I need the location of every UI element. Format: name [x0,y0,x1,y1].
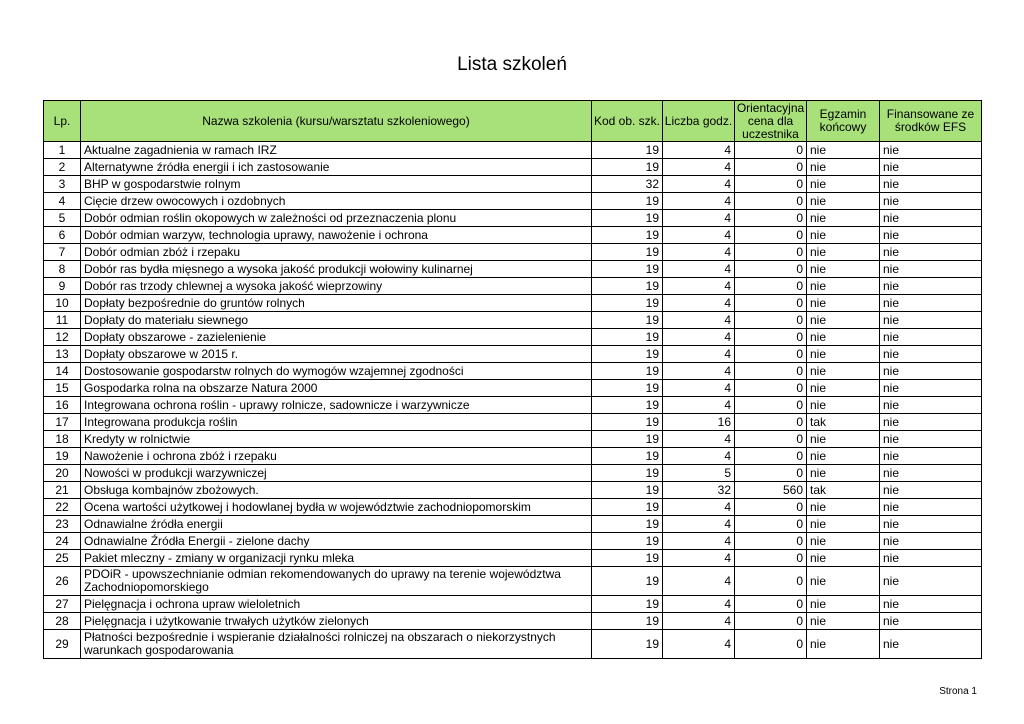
cell-lp: 28 [44,613,81,630]
table-row [44,431,982,448]
cell-efs: nie [880,482,982,499]
cell-price: 0 [735,176,807,193]
cell-course-name: Obsługa kombajnów zbożowych. [81,482,592,499]
cell-efs: nie [880,499,982,516]
cell-lp: 15 [44,380,81,397]
cell-hours: 4 [663,329,735,346]
cell-hours: 4 [663,567,735,596]
cell-hours: 4 [663,210,735,227]
cell-exam: nie [807,210,880,227]
cell-price: 0 [735,431,807,448]
cell-hours: 4 [663,142,735,159]
cell-course-name: Integrowana ochrona roślin - uprawy rolnicze, sadownicze i warzywnicze [81,397,592,414]
cell-efs: nie [880,567,982,596]
cell-efs: nie [880,329,982,346]
cell-exam: nie [807,431,880,448]
cell-code: 19 [592,278,663,295]
cell-efs: nie [880,278,982,295]
cell-exam: nie [807,613,880,630]
cell-lp: 23 [44,516,81,533]
cell-hours: 4 [663,613,735,630]
cell-price: 0 [735,414,807,431]
cell-exam: nie [807,465,880,482]
cell-lp: 11 [44,312,81,329]
cell-course-name: Odnawialne Źródła Energii - zielone dachy [81,533,592,550]
cell-price: 0 [735,363,807,380]
table-row [44,613,982,630]
cell-course-name: Pakiet mleczny - zmiany w organizacji rynku mleka [81,550,592,567]
cell-efs: nie [880,193,982,210]
cell-price: 0 [735,567,807,596]
cell-efs: nie [880,176,982,193]
cell-code: 19 [592,550,663,567]
cell-efs: nie [880,295,982,312]
table-row [44,533,982,550]
cell-code: 19 [592,516,663,533]
table-row [44,482,982,499]
cell-exam: nie [807,499,880,516]
cell-efs: nie [880,346,982,363]
cell-efs: nie [880,312,982,329]
cell-hours: 4 [663,295,735,312]
cell-course-name: Dopłaty obszarowe - zazielenienie [81,329,592,346]
cell-price: 0 [735,261,807,278]
cell-code: 19 [592,346,663,363]
cell-lp: 29 [44,630,81,659]
cell-lp: 16 [44,397,81,414]
cell-hours: 4 [663,630,735,659]
table-row [44,596,982,613]
cell-hours: 4 [663,397,735,414]
cell-code: 19 [592,499,663,516]
cell-code: 19 [592,596,663,613]
cell-lp: 24 [44,533,81,550]
cell-exam: nie [807,312,880,329]
cell-course-name: Integrowana produkcja roślin [81,414,592,431]
cell-lp: 18 [44,431,81,448]
table-body [44,142,982,659]
cell-exam: nie [807,159,880,176]
cell-course-name: Dopłaty do materiału siewnego [81,312,592,329]
cell-hours: 4 [663,244,735,261]
cell-lp: 27 [44,596,81,613]
cell-course-name: Nawożenie i ochrona zbóż i rzepaku [81,448,592,465]
cell-exam: nie [807,278,880,295]
cell-lp: 6 [44,227,81,244]
page-title: Lista szkoleń [457,54,567,75]
cell-lp: 21 [44,482,81,499]
table-row [44,630,982,659]
cell-lp: 1 [44,142,81,159]
cell-efs: nie [880,142,982,159]
cell-code: 19 [592,312,663,329]
cell-code: 19 [592,261,663,278]
table-row [44,210,982,227]
cell-course-name: Alternatywne źródła energii i ich zastosowanie [81,159,592,176]
header-lp: Lp. [44,101,81,142]
header-price: Orientacyjna cena dla uczestnika [735,101,807,142]
cell-course-name: Pielęgnacja i użytkowanie trwałych użytków zielonych [81,613,592,630]
cell-code: 32 [592,176,663,193]
cell-hours: 4 [663,448,735,465]
cell-course-name: Cięcie drzew owocowych i ozdobnych [81,193,592,210]
cell-lp: 25 [44,550,81,567]
table-row [44,567,982,596]
table-row [44,397,982,414]
cell-code: 19 [592,482,663,499]
table-row [44,261,982,278]
cell-exam: nie [807,448,880,465]
cell-price: 0 [735,193,807,210]
cell-efs: nie [880,448,982,465]
cell-efs: nie [880,613,982,630]
cell-hours: 4 [663,159,735,176]
cell-hours: 4 [663,261,735,278]
cell-course-name: Kredyty w rolnictwie [81,431,592,448]
cell-course-name: Płatności bezpośrednie i wspieranie działalności rolniczej na obszarach o niekorzystnych warunkach gospodarowania [81,630,592,659]
cell-hours: 4 [663,346,735,363]
cell-price: 0 [735,295,807,312]
cell-lp: 20 [44,465,81,482]
cell-course-name: Dobór odmian warzyw, technologia uprawy, nawożenie i ochrona [81,227,592,244]
cell-efs: nie [880,516,982,533]
cell-exam: nie [807,244,880,261]
cell-price: 0 [735,465,807,482]
cell-exam: nie [807,533,880,550]
header-hours: Liczba godz. [663,101,735,142]
cell-lp: 22 [44,499,81,516]
cell-course-name: BHP w gospodarstwie rolnym [81,176,592,193]
cell-hours: 4 [663,193,735,210]
cell-course-name: Dobór odmian roślin okopowych w zależności od przeznaczenia plonu [81,210,592,227]
table-row [44,363,982,380]
cell-exam: nie [807,261,880,278]
cell-hours: 5 [663,465,735,482]
cell-price: 0 [735,380,807,397]
cell-price: 0 [735,516,807,533]
cell-hours: 4 [663,516,735,533]
cell-course-name: PDOiR - upowszechnianie odmian rekomendowanych do uprawy na terenie województwa Zachodniopomorskiego [81,567,592,596]
cell-exam: nie [807,295,880,312]
cell-code: 19 [592,244,663,261]
table-row [44,499,982,516]
cell-efs: nie [880,414,982,431]
cell-lp: 9 [44,278,81,295]
cell-efs: nie [880,550,982,567]
cell-exam: nie [807,516,880,533]
cell-price: 0 [735,499,807,516]
cell-lp: 10 [44,295,81,312]
cell-hours: 4 [663,550,735,567]
cell-course-name: Gospodarka rolna na obszarze Natura 2000 [81,380,592,397]
table-row [44,176,982,193]
table-row [44,329,982,346]
cell-course-name: Dobór ras bydła mięsnego a wysoka jakość produkcji wołowiny kulinarnej [81,261,592,278]
cell-price: 0 [735,312,807,329]
cell-code: 19 [592,567,663,596]
cell-code: 19 [592,363,663,380]
cell-price: 0 [735,244,807,261]
cell-exam: nie [807,176,880,193]
cell-code: 19 [592,630,663,659]
cell-course-name: Dostosowanie gospodarstw rolnych do wymogów wzajemnej zgodności [81,363,592,380]
cell-exam: nie [807,346,880,363]
cell-price: 0 [735,210,807,227]
cell-code: 19 [592,448,663,465]
cell-exam: nie [807,329,880,346]
cell-code: 19 [592,397,663,414]
cell-exam: nie [807,630,880,659]
cell-code: 19 [592,159,663,176]
cell-efs: nie [880,465,982,482]
cell-code: 19 [592,613,663,630]
table-row [44,295,982,312]
cell-code: 19 [592,465,663,482]
table-row [44,142,982,159]
cell-code: 19 [592,380,663,397]
cell-course-name: Nowości w produkcji warzywniczej [81,465,592,482]
table-row [44,346,982,363]
cell-hours: 32 [663,482,735,499]
cell-hours: 4 [663,312,735,329]
cell-code: 19 [592,533,663,550]
page-number: Strona 1 [939,686,977,697]
header-course-name: Nazwa szkolenia (kursu/warsztatu szkoleniowego) [81,101,592,142]
header-exam: Egzamin końcowy [807,101,880,142]
cell-exam: nie [807,397,880,414]
header-code: Kod ob. szk. [592,101,663,142]
cell-efs: nie [880,380,982,397]
table-row [44,550,982,567]
cell-hours: 4 [663,363,735,380]
cell-lp: 26 [44,567,81,596]
table-row [44,278,982,295]
cell-price: 0 [735,227,807,244]
cell-course-name: Pielęgnacja i ochrona upraw wieloletnich [81,596,592,613]
cell-price: 0 [735,613,807,630]
cell-exam: nie [807,142,880,159]
cell-exam: nie [807,193,880,210]
cell-lp: 14 [44,363,81,380]
cell-code: 19 [592,227,663,244]
cell-price: 0 [735,329,807,346]
cell-code: 19 [592,295,663,312]
cell-course-name: Dobór ras trzody chlewnej a wysoka jakość wieprzowiny [81,278,592,295]
cell-lp: 2 [44,159,81,176]
cell-efs: nie [880,431,982,448]
cell-exam: nie [807,380,880,397]
cell-price: 0 [735,159,807,176]
cell-course-name: Dopłaty bezpośrednie do gruntów rolnych [81,295,592,312]
table-row [44,380,982,397]
cell-course-name: Dopłaty obszarowe w 2015 r. [81,346,592,363]
cell-efs: nie [880,596,982,613]
cell-hours: 4 [663,596,735,613]
cell-lp: 17 [44,414,81,431]
cell-exam: nie [807,550,880,567]
cell-code: 19 [592,414,663,431]
cell-price: 0 [735,550,807,567]
cell-efs: nie [880,227,982,244]
cell-lp: 7 [44,244,81,261]
cell-efs: nie [880,630,982,659]
cell-course-name: Aktualne zagadnienia w ramach IRZ [81,142,592,159]
cell-hours: 4 [663,176,735,193]
cell-lp: 5 [44,210,81,227]
table-header [44,101,982,142]
cell-price: 0 [735,346,807,363]
cell-efs: nie [880,397,982,414]
cell-price: 0 [735,448,807,465]
cell-hours: 4 [663,533,735,550]
header-row [44,101,982,142]
cell-code: 19 [592,193,663,210]
cell-price: 0 [735,596,807,613]
table-row [44,516,982,533]
cell-lp: 8 [44,261,81,278]
cell-price: 0 [735,630,807,659]
cell-code: 19 [592,329,663,346]
table-row [44,159,982,176]
cell-code: 19 [592,142,663,159]
cell-price: 0 [735,278,807,295]
cell-price: 0 [735,142,807,159]
cell-exam: nie [807,567,880,596]
table-row [44,448,982,465]
cell-lp: 19 [44,448,81,465]
courses-table [43,100,982,659]
cell-course-name: Ocena wartości użytkowej i hodowlanej bydła w województwie zachodniopomorskim [81,499,592,516]
cell-efs: nie [880,210,982,227]
cell-hours: 4 [663,227,735,244]
cell-efs: nie [880,533,982,550]
cell-exam: tak [807,482,880,499]
cell-code: 19 [592,431,663,448]
cell-code: 19 [592,210,663,227]
cell-efs: nie [880,261,982,278]
cell-hours: 4 [663,431,735,448]
cell-efs: nie [880,244,982,261]
table-row [44,193,982,210]
table-row [44,312,982,329]
header-efs: Finansowane ze środków EFS [880,101,982,142]
table-row [44,227,982,244]
cell-efs: nie [880,363,982,380]
cell-price: 0 [735,533,807,550]
table-row [44,465,982,482]
cell-hours: 16 [663,414,735,431]
cell-hours: 4 [663,278,735,295]
cell-exam: nie [807,227,880,244]
cell-hours: 4 [663,380,735,397]
cell-price: 0 [735,397,807,414]
cell-lp: 3 [44,176,81,193]
cell-efs: nie [880,159,982,176]
cell-lp: 13 [44,346,81,363]
cell-hours: 4 [663,499,735,516]
cell-lp: 4 [44,193,81,210]
cell-course-name: Odnawialne źródła energii [81,516,592,533]
cell-exam: nie [807,596,880,613]
cell-exam: nie [807,363,880,380]
cell-course-name: Dobór odmian zbóż i rzepaku [81,244,592,261]
table-row [44,244,982,261]
cell-exam: tak [807,414,880,431]
cell-price: 560 [735,482,807,499]
table-row [44,414,982,431]
cell-lp: 12 [44,329,81,346]
